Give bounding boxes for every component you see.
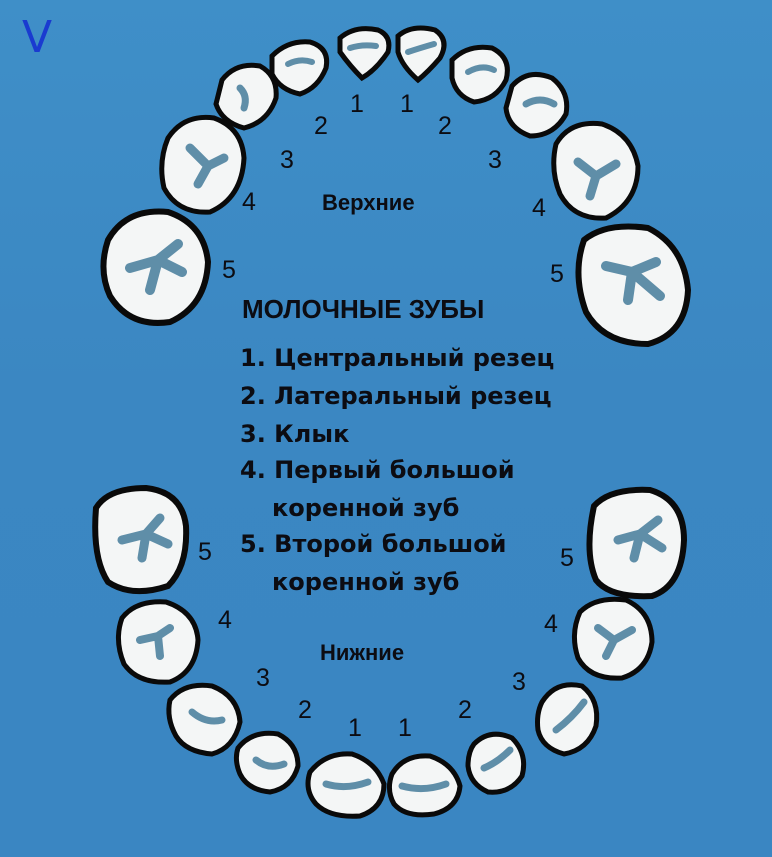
tooth-lower-right-4 xyxy=(574,599,652,678)
label-upper-right-1: 1 xyxy=(400,90,414,118)
legend-item: 5. Второй большой xyxy=(240,530,507,558)
tooth-upper-left-5 xyxy=(103,212,208,323)
label-lower-right-3: 3 xyxy=(512,668,526,696)
label-lower-left-5: 5 xyxy=(198,538,212,566)
label-upper-left-3: 3 xyxy=(280,146,294,174)
legend-item: 1. Центральный резец xyxy=(240,344,555,372)
legend-item: 2. Латеральный резец xyxy=(240,382,552,410)
label-upper-left-1: 1 xyxy=(350,90,364,118)
upper-label: Верхние xyxy=(322,190,415,215)
label-lower-right-1: 1 xyxy=(398,714,412,742)
tooth-lower-left-4 xyxy=(118,602,198,682)
pen-check-mark: V xyxy=(22,12,53,63)
tooth-lower-left-5 xyxy=(95,488,186,591)
tooth-upper-left-1 xyxy=(340,29,389,78)
legend-item: коренной зуб xyxy=(272,494,460,522)
label-upper-left-5: 5 xyxy=(222,256,236,284)
label-lower-right-5: 5 xyxy=(560,544,574,572)
label-upper-right-2: 2 xyxy=(438,112,452,140)
label-upper-right-4: 4 xyxy=(532,194,546,222)
label-lower-right-2: 2 xyxy=(458,696,472,724)
tooth-lower-right-1 xyxy=(389,756,460,815)
label-lower-left-2: 2 xyxy=(298,696,312,724)
tooth-upper-right-2 xyxy=(452,47,507,102)
tooth-upper-right-5 xyxy=(578,227,688,345)
tooth-lower-left-2 xyxy=(236,733,298,792)
legend-item: 4. Первый большой xyxy=(240,456,515,484)
tooth-upper-left-2 xyxy=(272,42,327,94)
label-lower-left-4: 4 xyxy=(218,606,232,634)
label-upper-right-3: 3 xyxy=(488,146,502,174)
tooth-lower-right-5 xyxy=(589,490,684,596)
tooth-lower-left-1 xyxy=(308,754,384,816)
tooth-upper-right-1 xyxy=(398,28,444,80)
label-upper-left-2: 2 xyxy=(314,112,328,140)
legend-item: коренной зуб xyxy=(272,568,460,596)
tooth-upper-right-3 xyxy=(506,74,567,136)
label-lower-left-1: 1 xyxy=(348,714,362,742)
lower-label: Нижние xyxy=(320,640,405,665)
label-upper-right-5: 5 xyxy=(550,260,564,288)
tooth-lower-left-3 xyxy=(169,685,240,754)
tooth-lower-right-3 xyxy=(538,685,597,754)
tooth-upper-left-3 xyxy=(216,65,276,128)
tooth-lower-right-2 xyxy=(468,734,524,792)
label-lower-right-4: 4 xyxy=(544,610,558,638)
label-upper-left-4: 4 xyxy=(242,188,256,216)
label-lower-left-3: 3 xyxy=(256,664,270,692)
tooth-upper-right-4 xyxy=(554,123,638,218)
tooth-upper-left-4 xyxy=(162,117,244,212)
legend-item: 3. Клык xyxy=(240,420,350,448)
diagram-title: МОЛОЧНЫЕ ЗУБЫ xyxy=(242,294,485,324)
